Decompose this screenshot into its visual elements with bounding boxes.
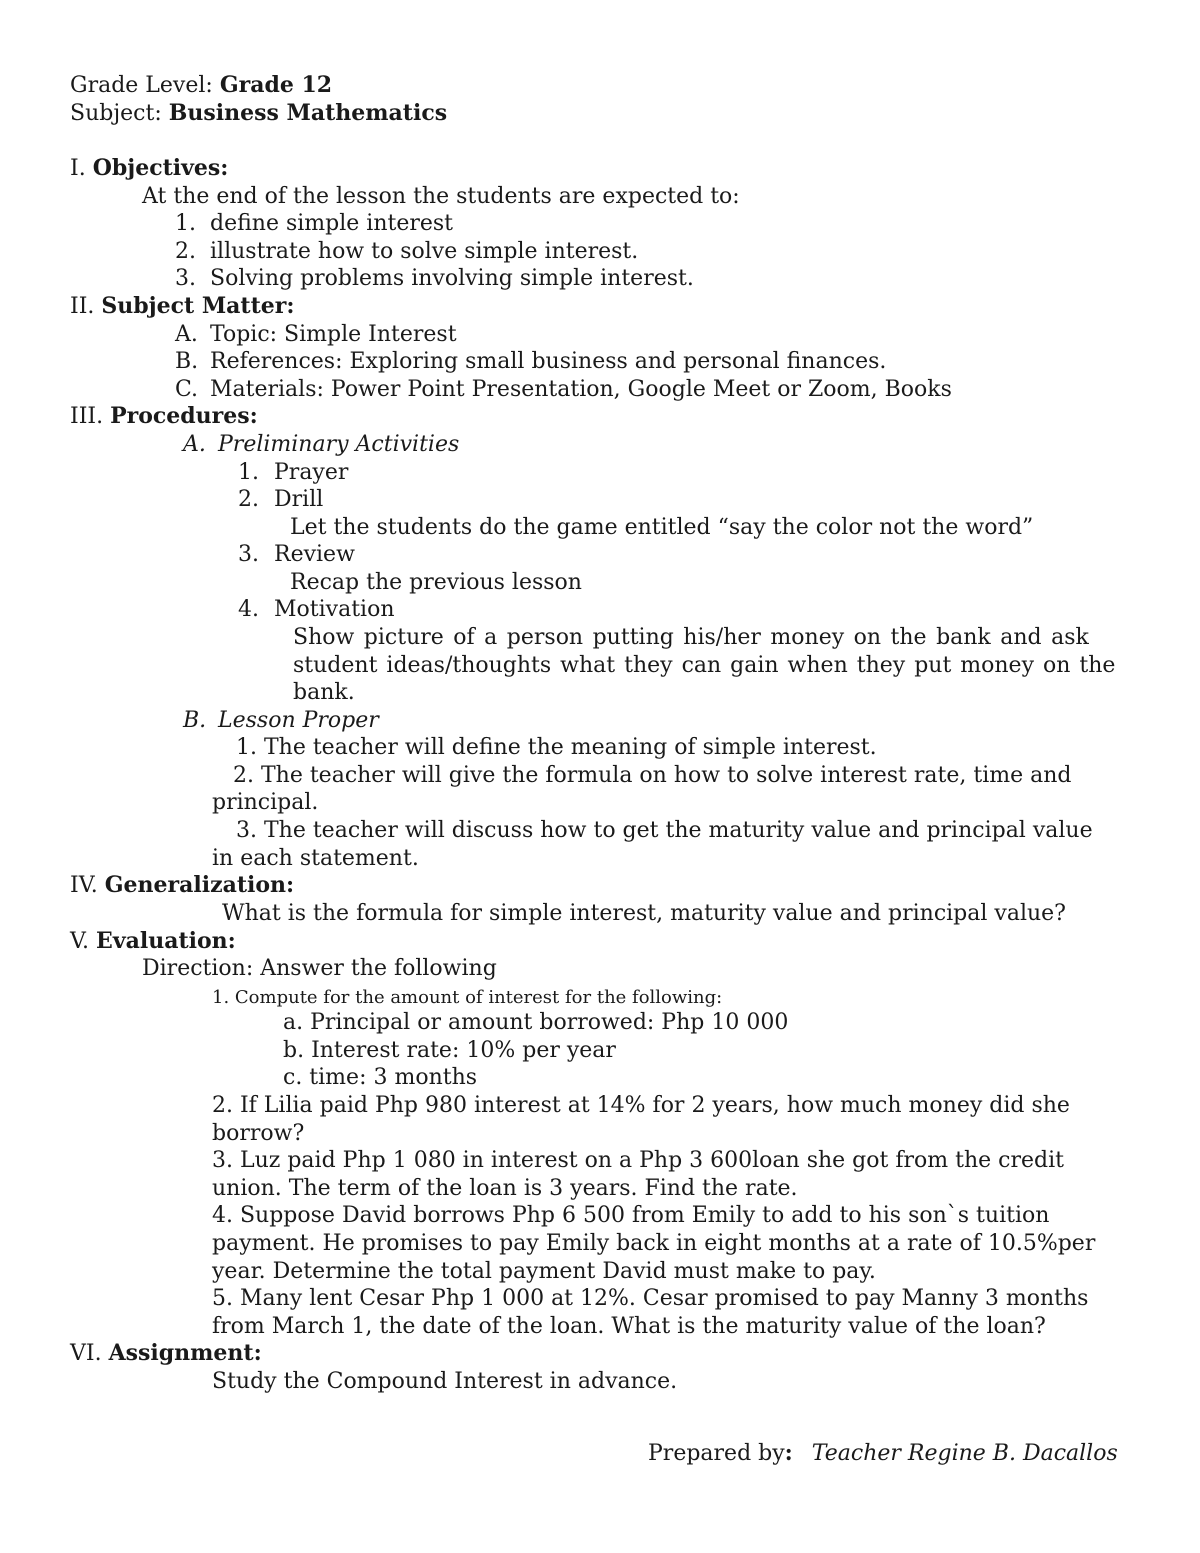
question-1-item: a. Principal or amount borrowed: Php 10 000	[283, 1010, 789, 1035]
lesson-item-line: 1. The teacher will define the meaning of simple interest.	[236, 735, 877, 760]
item-number: 2.	[175, 239, 196, 264]
subject-label: Subject:	[70, 101, 162, 126]
section-number: III.	[70, 404, 104, 429]
question-1-item: c. time: 3 months	[283, 1065, 478, 1090]
subject-matter-heading	[70, 293, 294, 321]
evaluation-question-line: 4. Suppose David borrows Php 6 500 from Emily to add to his son`s tuition	[212, 1203, 1050, 1228]
evaluation-question-line: union. The term of the loan is 3 years. Find the rate.	[212, 1176, 798, 1201]
item-letter: B.	[175, 349, 199, 374]
evaluation-question-line: 3. Luz paid Php 1 080 in interest on a Php 3 600loan she got from the credit	[212, 1148, 1064, 1173]
section-number: VI.	[70, 1341, 102, 1366]
evaluation-question-line: year. Determine the total payment David must make to pay.	[212, 1259, 876, 1284]
prepared-by-line	[648, 1440, 1118, 1468]
assignment-text: Study the Compound Interest in advance.	[212, 1369, 678, 1394]
evaluation-question-line: payment. He promises to pay Emily back in eight months at a rate of 10.5%per	[212, 1231, 1096, 1256]
item-text: Materials: Power Point Presentation, Google Meet or Zoom, Books	[210, 377, 952, 402]
item-text: illustrate how to solve simple interest.	[210, 239, 639, 264]
objective-item	[175, 238, 638, 266]
lesson-item-line: 3. The teacher will discuss how to get the maturity value and principal value	[236, 818, 1093, 843]
activity-item	[238, 459, 348, 487]
objective-item	[175, 210, 453, 238]
section-number: II.	[70, 294, 95, 319]
generalization-heading	[70, 872, 294, 900]
item-text: References: Exploring small business and personal finances.	[210, 349, 887, 374]
section-title: Evaluation:	[96, 928, 236, 954]
section-title: Assignment:	[108, 1340, 262, 1366]
grade-level-line	[70, 72, 332, 100]
section-number: IV.	[70, 873, 98, 898]
item-number: 3.	[238, 542, 259, 567]
activity-item	[238, 541, 355, 569]
section-title: Subject Matter:	[101, 293, 295, 319]
item-number: 1.	[238, 460, 259, 485]
subsection-letter: B.	[183, 708, 207, 733]
item-text: Solving problems involving simple interest.	[210, 266, 694, 291]
grade-level-value: Grade 12	[219, 72, 333, 98]
item-number: 2.	[238, 487, 259, 512]
prepared-by-label: Prepared by	[648, 1441, 785, 1466]
activity-detail-line: bank.	[293, 680, 355, 705]
preliminary-activities-heading	[183, 431, 459, 459]
assignment-heading	[70, 1340, 262, 1368]
activity-detail-line: student ideas/thoughts what they can gain when they put money on the	[293, 653, 1116, 678]
item-text: Prayer	[274, 460, 349, 485]
item-number: 1.	[175, 211, 196, 236]
item-letter: A.	[175, 322, 198, 347]
question-1-item: b. Interest rate: 10% per year	[283, 1038, 616, 1063]
objectives-heading	[70, 155, 228, 183]
lesson-item-line: principal.	[212, 790, 319, 815]
section-title: Objectives:	[92, 155, 229, 181]
activity-detail: Recap the previous lesson	[290, 570, 582, 595]
evaluation-question-1: 1. Compute for the amount of interest for the following:	[212, 987, 723, 1008]
subsection-title: Preliminary Activities	[218, 432, 460, 457]
evaluation-question-line: 2. If Lilia paid Php 980 interest at 14% for 2 years, how much money did she	[212, 1093, 1070, 1118]
generalization-question: What is the formula for simple interest, maturity value and principal value?	[222, 901, 1066, 926]
evaluation-question-line: 5. Many lent Cesar Php 1 000 at 12%. Cesar promised to pay Manny 3 months	[212, 1286, 1089, 1311]
evaluation-heading	[70, 928, 236, 956]
activity-detail: Let the students do the game entitled “say the color not the word”	[290, 515, 1034, 540]
subject-matter-item	[175, 376, 952, 404]
grade-level-label: Grade Level:	[70, 73, 213, 98]
objective-item	[175, 265, 694, 293]
lesson-item-line: in each statement.	[212, 846, 419, 871]
section-number: I.	[70, 156, 86, 181]
item-text: Review	[274, 542, 355, 567]
subsection-letter: A.	[183, 432, 206, 457]
procedures-heading	[70, 403, 258, 431]
objectives-intro: At the end of the lesson the students are expected to:	[142, 184, 740, 209]
item-number: 4.	[238, 597, 259, 622]
section-title: Generalization:	[104, 872, 295, 898]
evaluation-question-line: from March 1, the date of the loan. What is the maturity value of the loan?	[212, 1314, 1046, 1339]
author-name: Teacher Regine B. Dacallos	[811, 1441, 1118, 1466]
activity-item	[238, 486, 323, 514]
item-text: Drill	[274, 487, 324, 512]
item-letter: C.	[175, 377, 199, 402]
activity-item	[238, 596, 394, 624]
subject-matter-item	[175, 321, 457, 349]
item-text: Topic: Simple Interest	[210, 322, 457, 347]
evaluation-direction: Direction: Answer the following	[142, 956, 497, 981]
activity-detail-line: Show picture of a person putting his/her money on the bank and ask	[293, 625, 1089, 650]
section-title: Procedures:	[110, 403, 258, 429]
subsection-title: Lesson Proper	[218, 708, 379, 733]
section-number: V.	[70, 929, 90, 954]
lesson-item-line: 2. The teacher will give the formula on how to solve interest rate, time and	[233, 763, 1072, 788]
subject-line	[70, 100, 447, 128]
prepared-by-colon: :	[784, 1440, 793, 1466]
item-text: define simple interest	[210, 211, 454, 236]
lesson-proper-heading	[183, 707, 379, 735]
subject-value: Business Mathematics	[168, 100, 448, 126]
item-number: 3.	[175, 266, 196, 291]
evaluation-question-line: borrow?	[212, 1121, 305, 1146]
subject-matter-item	[175, 348, 886, 376]
item-text: Motivation	[274, 597, 395, 622]
